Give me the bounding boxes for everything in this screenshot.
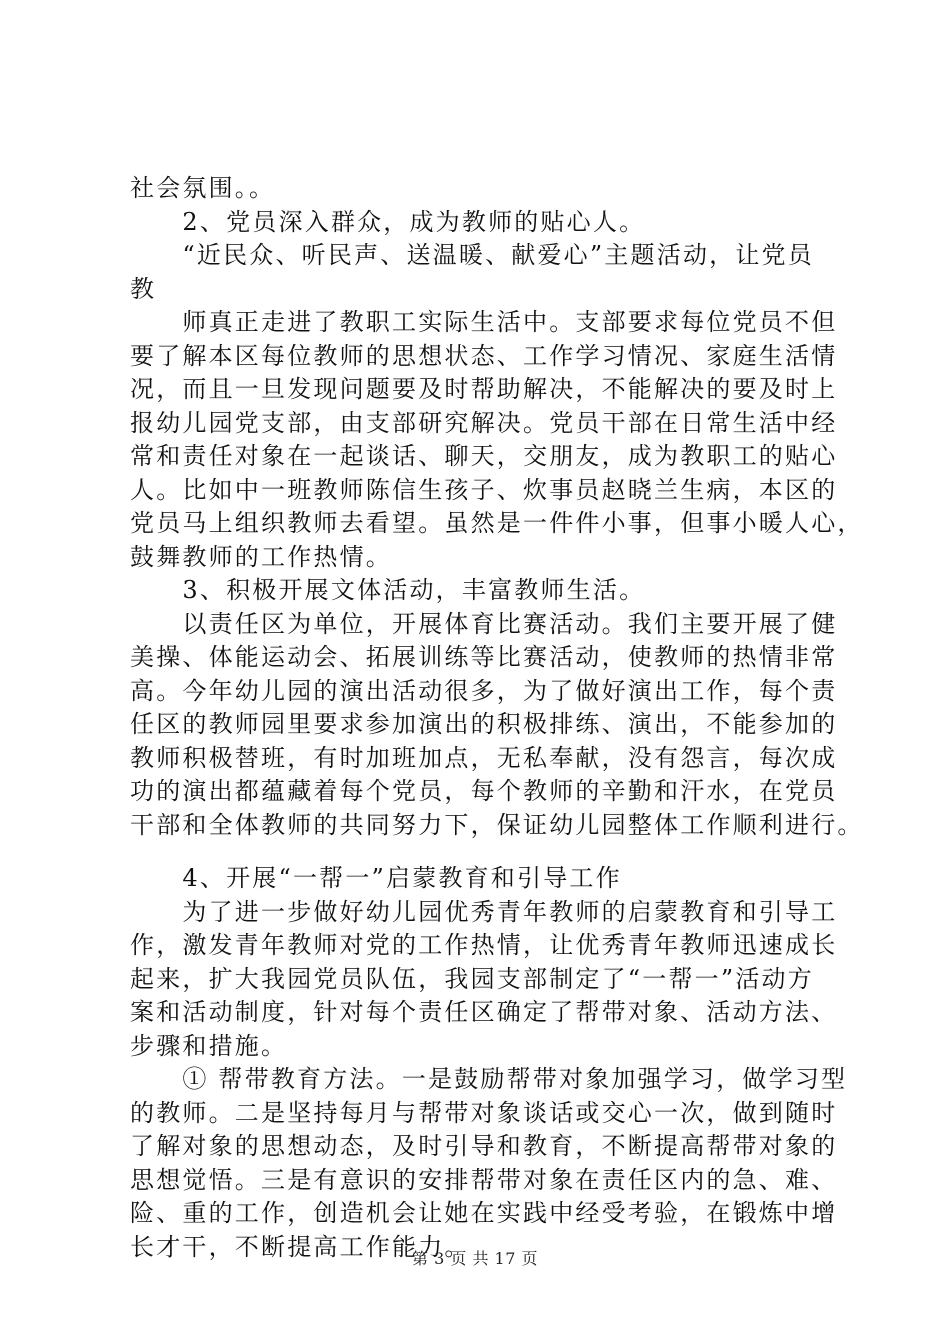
text-line: 的教师。二是坚持每月与帮带对象谈话或交心一次，做到随时	[130, 1098, 838, 1127]
text-line: 任区的教师园里要求参加演出的积极排练、演出，不能参加的	[130, 710, 838, 738]
text-line: 师真正走进了教职工实际生活中。支部要求每位党员不但	[130, 308, 838, 336]
text-line: 起来，扩大我园党员队伍，我园支部制定了“一帮一”活动方	[130, 964, 814, 993]
text-line: 社会氛围。。	[130, 174, 276, 202]
text-line: 以责任区为单位，开展体育比赛活动。我们主要开展了健	[130, 609, 838, 638]
document-body	[130, 172, 864, 1264]
text-line: 要了解本区每位教师的思想状态、工作学习情况、家庭生活情	[130, 341, 838, 370]
page-number-footer: 第 3 页 共 17 页	[412, 1249, 538, 1268]
text-line: 长才干，不断提高工作能力。	[130, 1232, 471, 1261]
text-line: 为了进一步做好幼儿园优秀青年教师的启蒙教育和引导工	[130, 897, 838, 926]
text-line: 常和责任对象在一起谈话、聊天，交朋友，成为教职工的贴心	[130, 442, 838, 470]
text-line: 教师积极替班，有时加班加点，无私奉献，没有怨言，每次成	[130, 743, 838, 772]
text-line: 人。比如中一班教师陈信生孩子、炊事员赵晓兰生病，本区的	[130, 475, 838, 504]
text-line: 干部和全体教师的共同努力下，保证幼儿园整体工作顺利进行。	[130, 810, 864, 839]
text-line: 案和活动制度，针对每个责任区确定了帮带对象、活动方法、	[130, 998, 838, 1026]
text-line: 步骤和措施。	[130, 1031, 288, 1060]
text-line: 高。今年幼儿园的演出活动很多，为了做好演出工作，每个责	[130, 676, 838, 705]
text-line: “近民众、听民声、送温暖、献爱心”主题活动，让党员	[130, 241, 814, 269]
section-heading-2: 2、党员深入群众，成为教师的贴心人。	[130, 207, 646, 236]
text-line: 美操、体能运动会、拓展训练等比赛活动，使教师的热情非常	[130, 643, 838, 671]
text-line: 思想觉悟。三是有意识的安排帮带对象在责任区内的急、难、	[130, 1165, 838, 1194]
text-line: 作，激发青年教师对党的工作热情，让优秀青年教师迅速成长	[130, 931, 838, 959]
text-line: 报幼儿园党支部，由支部研究解决。党员干部在日常生活中经	[130, 408, 838, 437]
text-line: 了解对象的思想动态，及时引导和教育，不断提高帮带对象的	[130, 1132, 838, 1160]
text-line: 功的演出都蕴藏着每个党员，每个教师的辛勤和汗水，在党员	[130, 777, 838, 805]
section-heading-4: 4、开展“一帮一”启蒙教育和引导工作	[130, 864, 622, 892]
text-line: 教	[130, 274, 157, 303]
text-line: 况，而且一旦发现问题要及时帮助解决，不能解决的要及时上	[130, 375, 838, 403]
text-line: 险、重的工作，创造机会让她在实践中经受考验，在锻炼中增	[130, 1199, 838, 1227]
paragraph-gap	[130, 842, 830, 862]
text-line: ① 帮带教育方法。一是鼓励帮带对象加强学习，做学习型	[130, 1065, 848, 1093]
text-line: 鼓舞教师的工作热情。	[130, 542, 392, 571]
section-heading-3: 3、积极开展文体活动，丰富教师生活。	[130, 576, 646, 604]
text-line: 党员马上组织教师去看望。虽然是一件件小事，但事小暖人心，	[130, 509, 864, 537]
